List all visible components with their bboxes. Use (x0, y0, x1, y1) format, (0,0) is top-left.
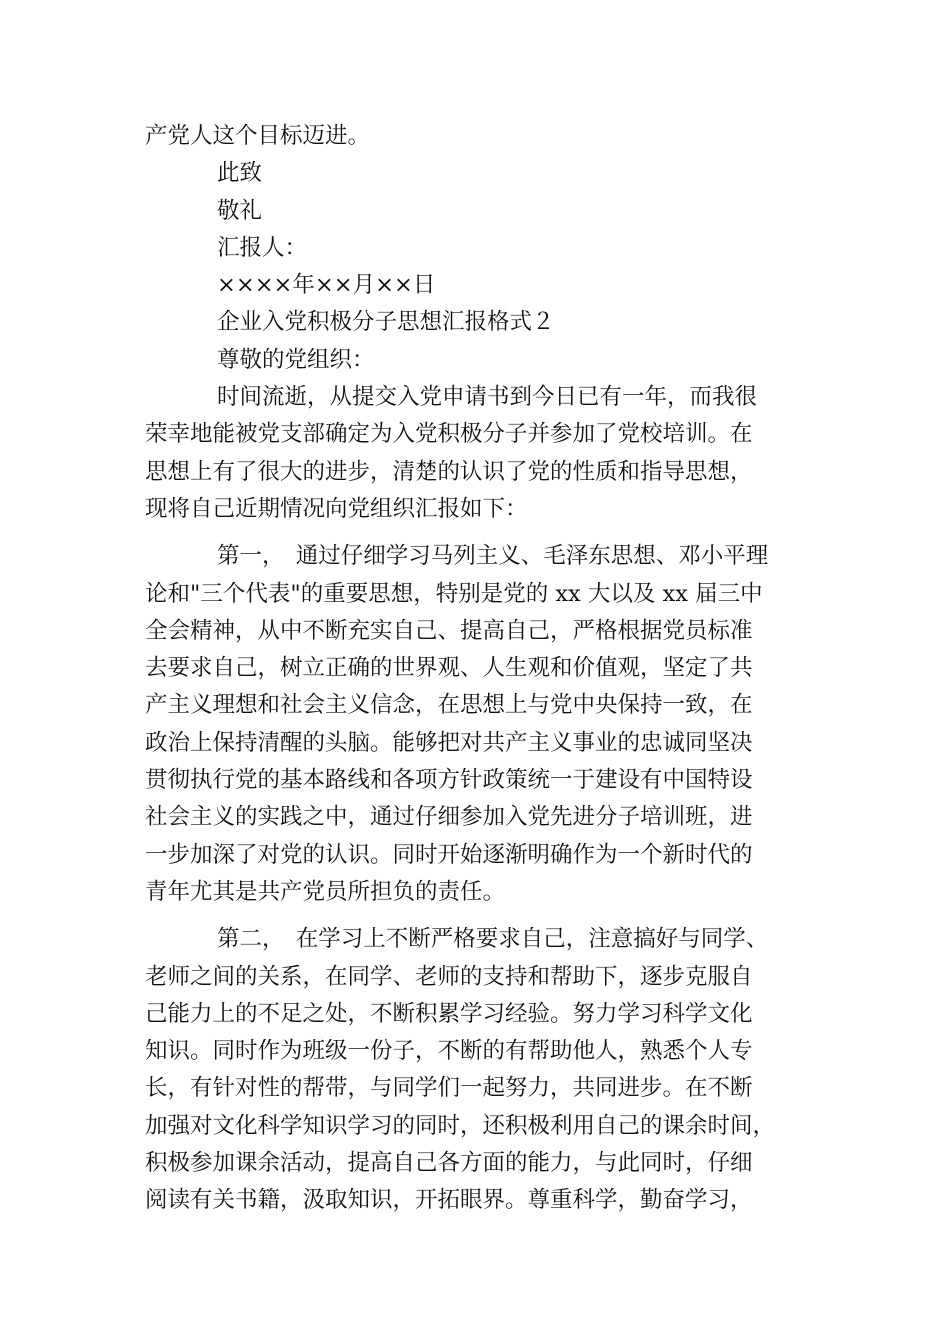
text-line: 时间流逝，从提交入党申请书到今日已有一年，而我很 (217, 384, 758, 411)
greeting: 尊敬的党组织： (217, 346, 375, 373)
text-line: 阅读有关书籍，汲取知识，开拓眼界。尊重科学，勤奋学习， (145, 1187, 753, 1214)
text-line: 去要求自己，树立正确的世界观、人生观和价值观，坚定了共 (145, 655, 753, 682)
document-page (145, 118, 805, 1220)
text-line: 加强对文化科学知识学习的同时，还积极利用自己的课余时间， (145, 1112, 776, 1139)
paragraph-first-heading: 第一， 通过仔细学习马列主义、毛泽东思想、邓小平理 (217, 543, 769, 570)
text-line: 一步加深了对党的认识。同时开始逐渐明确作为一个新时代的 (145, 841, 753, 868)
text-line: 产主义理想和社会主义信念，在思想上与党中央保持一致，在 (145, 692, 753, 719)
text-line: 论和"三个代表"的重要思想，特别是党的 xx 大以及 xx 届三中 (145, 580, 763, 607)
text-line: 贯彻执行党的基本路线和各项方针政策统一于建设有中国特设 (145, 767, 753, 794)
paragraph-second-heading: 第二， 在学习上不断严格要求自己，注意搞好与同学、 (217, 926, 769, 953)
closing-regards: 敬礼 (217, 197, 263, 224)
text-line: 积极参加课余活动，提高自己各方面的能力，与此同时，仔细 (145, 1150, 753, 1177)
report-date: ××××年××月××日 (217, 272, 436, 299)
text-line: 产党人这个目标迈进。 (145, 123, 371, 149)
text-line: 社会主义的实践之中，通过仔细参加入党先进分子培训班，进 (145, 804, 753, 831)
text-line: 长，有针对性的帮带，与同学们一起努力，共同进步。在不断 (145, 1075, 753, 1102)
text-line: 荣幸地能被党支部确定为入党积极分子并参加了党校培训。在 (145, 421, 753, 448)
text-line: 政治上保持清醒的头脑。能够把对共产主义事业的忠诚同坚决 (145, 729, 753, 756)
text-line: 思想上有了很大的进步，清楚的认识了党的性质和指导思想， (145, 458, 753, 485)
text-line: 现将自己近期情况向党组织汇报如下： (145, 495, 528, 522)
text-line: 青年尤其是共产党员所担负的责任。 (145, 878, 506, 905)
text-line: 老师之间的关系，在同学、老师的支持和帮助下，逐步克服自 (145, 963, 753, 990)
section-title: 企业入党积极分子思想汇报格式２ (217, 309, 555, 336)
closing-salutation: 此致 (217, 160, 263, 187)
text-line: 知识。同时作为班级一份子，不断的有帮助他人，熟悉个人专 (145, 1038, 753, 1065)
text-line: 全会精神，从中不断充实自己、提高自己，严格根据党员标准 (145, 617, 753, 644)
reporter-label: 汇报人： (217, 234, 308, 261)
text-line: 己能力上的不足之处，不断积累学习经验。努力学习科学文化 (145, 1000, 753, 1027)
